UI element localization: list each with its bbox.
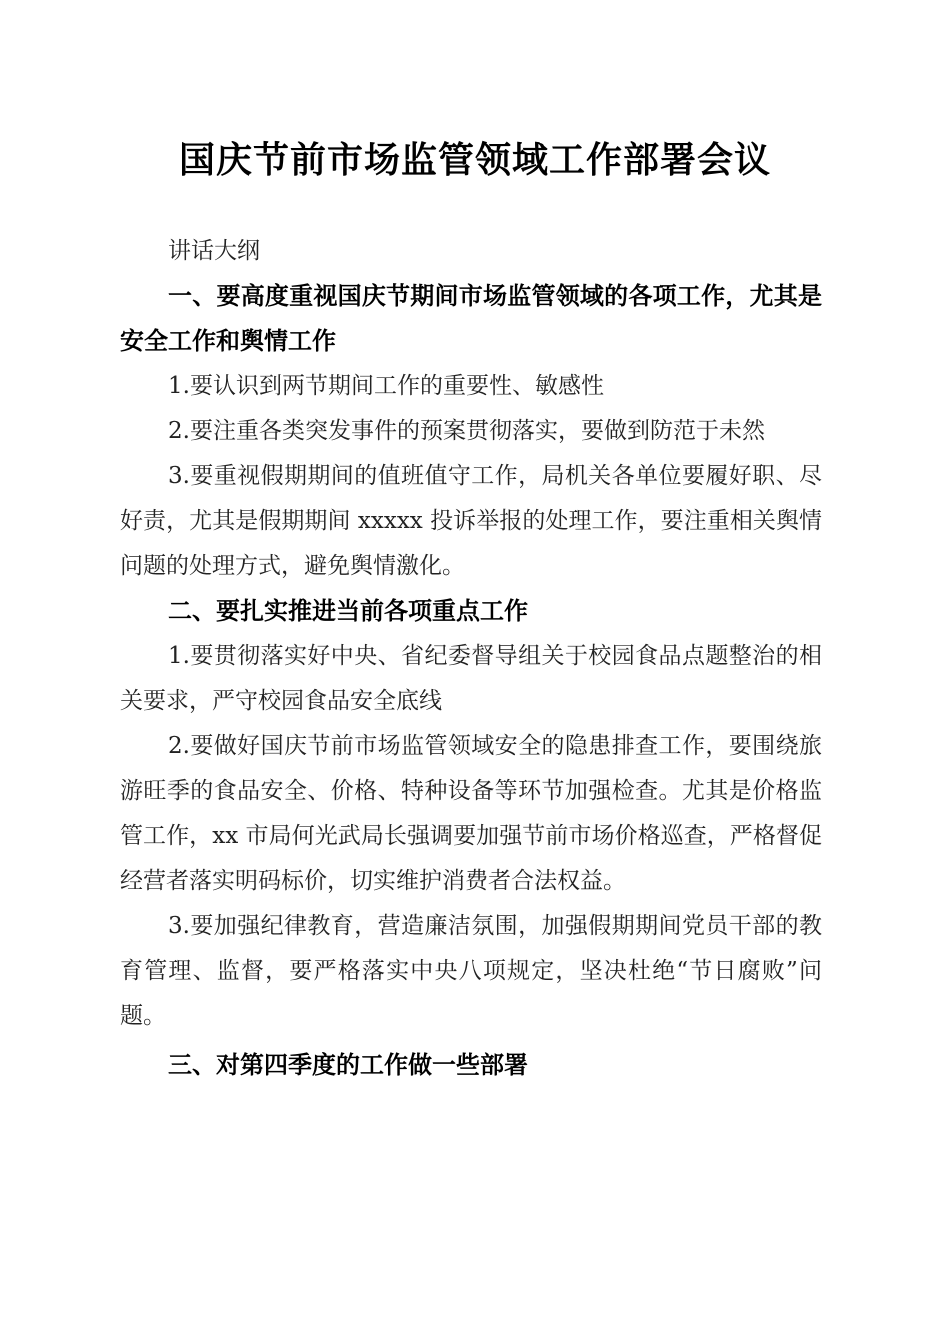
section-2-heading: 二、要扎实推进当前各项重点工作: [168, 597, 528, 625]
section-2-item-1: 1.要贯彻落实好中央、省纪委督导组关于校园食品点题整治的相关要求，严守校园食品安全底线: [120, 643, 822, 714]
section-1-item-1: 1.要认识到两节期间工作的重要性、敏感性: [168, 373, 604, 399]
section-1-item-3: 3.要重视假期期间的值班值守工作，局机关各单位要履好职、尽好责，尤其是假期期间 xxxxx 投诉举报的处理工作，要注重相关舆情问题的处理方式，避免舆情激化。: [120, 463, 822, 579]
outline-label: 讲话大纲: [168, 238, 260, 264]
document-body: [120, 229, 822, 1088]
section-2-item-2: 2.要做好国庆节前市场监管领域安全的隐患排查工作，要围绕旅游旺季的食品安全、价格、特种设备等环节加强检查。尤其是价格监管工作，xx 市局何光武局长强调要加强节前市场价格巡查，严格督促经营者落实明码标价，切实维护消费者合法权益。: [120, 733, 822, 894]
section-1-item-2: 2.要注重各类突发事件的预案贯彻落实，要做到防范于未然: [168, 418, 765, 444]
document-title: 国庆节前市场监管领域工作部署会议: [178, 139, 771, 181]
section-3-heading: 三、对第四季度的工作做一些部署: [168, 1051, 528, 1079]
section-1-heading: 一、要高度重视国庆节期间市场监管领域的各项工作，尤其是安全工作和舆情工作: [120, 282, 822, 355]
section-2-item-3: 3.要加强纪律教育，营造廉洁氛围，加强假期期间党员干部的教育管理、监督，要严格落实中央八项规定，坚决杜绝“节日腐败”问题。: [120, 913, 822, 1029]
